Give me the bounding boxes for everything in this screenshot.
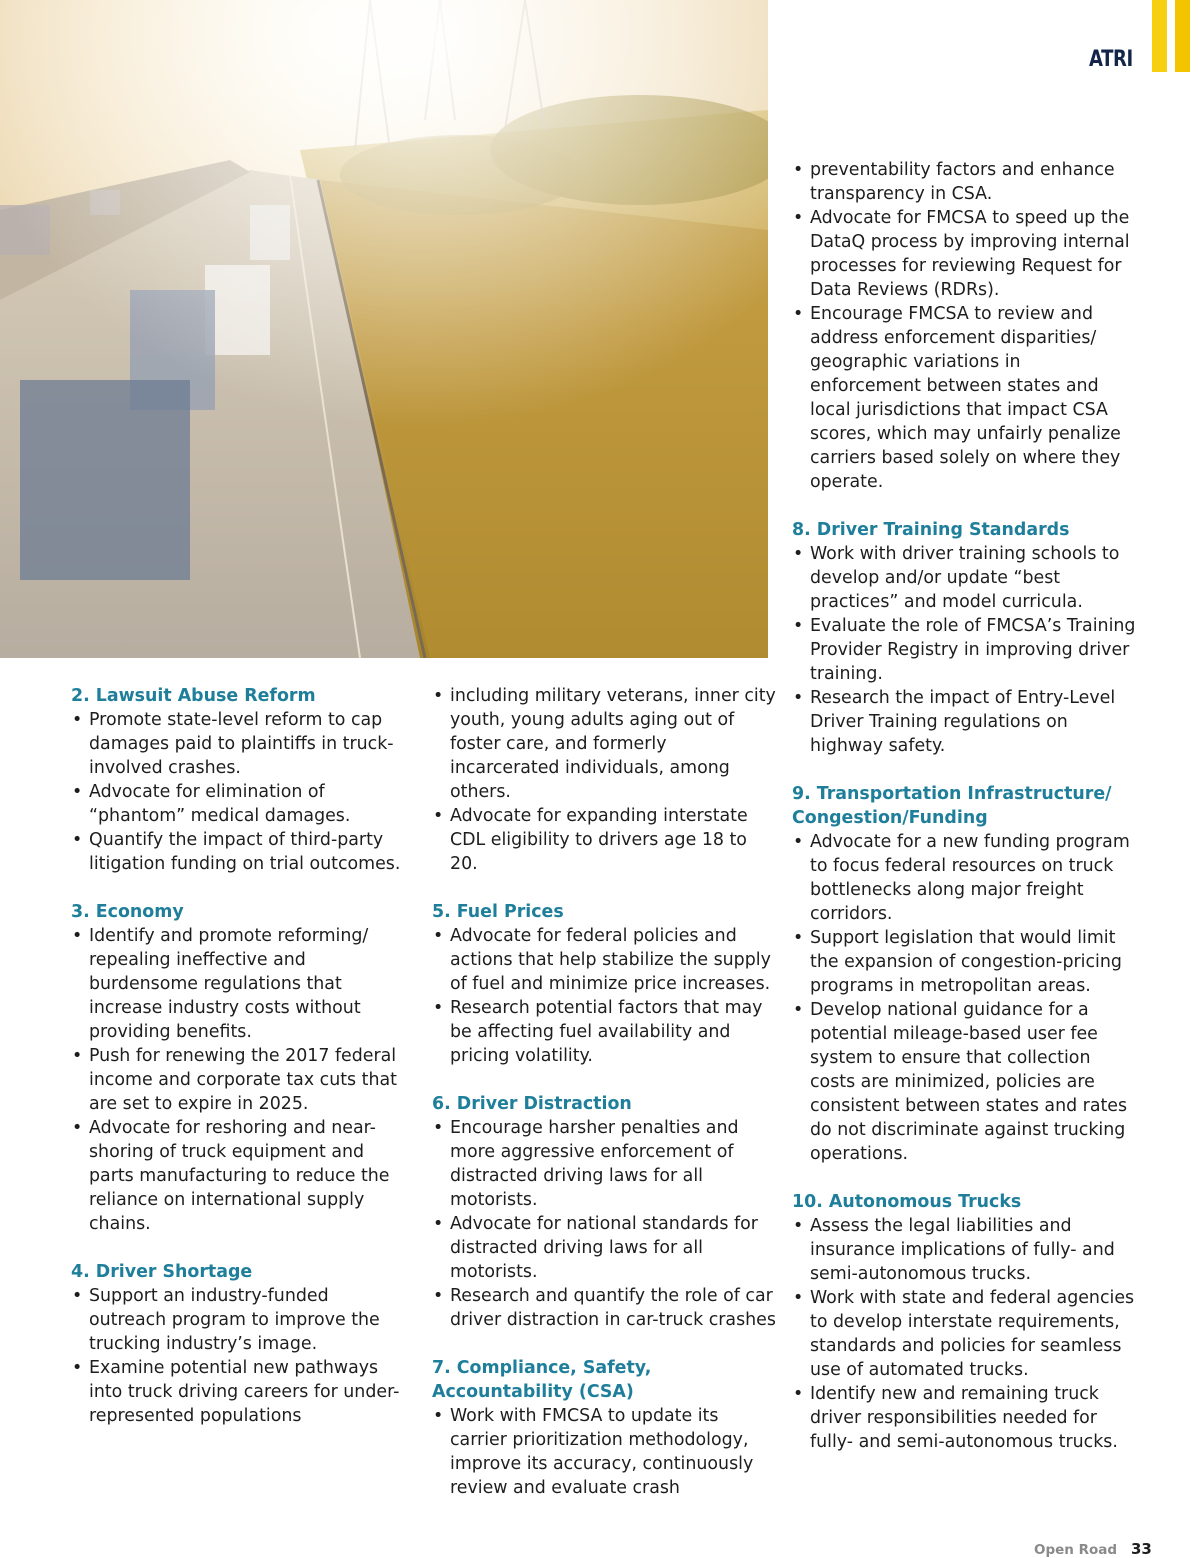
page-number: 33 (1131, 1540, 1152, 1558)
highway-photo-illustration (0, 0, 768, 658)
section-heading: 5. Fuel Prices (432, 902, 564, 922)
section-economy (71, 900, 411, 1236)
bullet-item: • Encourage harsher penalties and more aggressive enforcement of distracted driving laws for all motorists. (432, 1116, 777, 1212)
bullet-item: • Identify new and remaining truck driver responsibilities needed for fully- and semi-autonomous trucks. (792, 1382, 1137, 1454)
bullet-item: • Advocate for a new funding program to focus federal resources on truck bottlenecks along major freight corridors. (792, 830, 1137, 926)
bullet-continuation: • preventability factors and enhance transparency in CSA. (792, 158, 1137, 206)
section-heading: 7. Compliance, Safety, Accountability (CSA) (432, 1358, 652, 1402)
atri-logo: ATRI (1089, 47, 1133, 72)
bullet-item: • Promote state-level reform to cap damages paid to plaintiffs in truck-involved crashes. (71, 708, 411, 780)
bullet-item: • Advocate for federal policies and actions that help stabilize the supply of fuel and minimize price increases. (432, 924, 777, 996)
bullet-item: • Support legislation that would limit the expansion of congestion-pricing programs in metropolitan areas. (792, 926, 1137, 998)
section-heading: 9. Transportation Infrastructure/ Congestion/Funding (792, 784, 1112, 828)
section-heading: 3. Economy (71, 902, 184, 922)
bullet-item: • Work with FMCSA to update its carrier prioritization methodology, improve its accuracy, continuously review and evaluate crash (432, 1404, 777, 1500)
section-csa (432, 1356, 777, 1500)
bullet-item: • Push for renewing the 2017 federal income and corporate tax cuts that are set to expire in 2025. (71, 1044, 411, 1116)
bullet-item: • Evaluate the role of FMCSA’s Training Provider Registry in improving driver training. (792, 614, 1137, 686)
bullet-item: • Examine potential new pathways into truck driving careers for under-represented populations (71, 1356, 411, 1428)
section-heading: 4. Driver Shortage (71, 1262, 253, 1282)
section-csa-continued (792, 158, 1137, 494)
bullet-item: • Advocate for reshoring and near-shoring of truck equipment and parts manufacturing to reduce the reliance on international supply chains. (71, 1116, 411, 1236)
bullet-item: • Assess the legal liabilities and insurance implications of fully- and semi-autonomous trucks. (792, 1214, 1137, 1286)
bullet-item: • Identify and promote reforming/ repealing ineffective and burdensome regulations that increase industry costs without providing benefits. (71, 924, 411, 1044)
section-driver-training-standards (792, 518, 1137, 758)
section-heading: 8. Driver Training Standards (792, 520, 1070, 540)
bullet-item: • Develop national guidance for a potential mileage-based user fee system to ensure that collection costs are minimized, policies are consistent between states and rates do not discriminate against trucking operations. (792, 998, 1137, 1166)
section-driver-shortage-continued (432, 684, 777, 876)
bullet-item: • Work with state and federal agencies to develop interstate requirements, standards and policies for seamless use of automated trucks. (792, 1286, 1137, 1382)
section-fuel-prices (432, 900, 777, 1068)
section-transportation-infrastructure (792, 782, 1137, 1166)
column-2 (432, 684, 777, 1500)
section-lawsuit-abuse-reform (71, 684, 411, 876)
section-heading: 6. Driver Distraction (432, 1094, 632, 1114)
column-1 (71, 684, 411, 1428)
bullet-item: • Work with driver training schools to develop and/or update “best practices” and model curricula. (792, 542, 1137, 614)
bullet-item: • Research potential factors that may be affecting fuel availability and pricing volatility. (432, 996, 777, 1068)
publication-name: Open Road (1034, 1542, 1118, 1558)
bullet-item: • Encourage FMCSA to review and address enforcement disparities/ geographic variations in enforcement between states and local jurisdictions that impact CSA scores, which may unfairly penalize carriers based solely on where they operate. (792, 302, 1137, 494)
bullet-item: • Research and quantify the role of car driver distraction in car-truck crashes (432, 1284, 777, 1332)
bullet-item: • Research the impact of Entry-Level Driver Training regulations on highway safety. (792, 686, 1137, 758)
brand-accent-bars (1152, 0, 1190, 72)
column-3 (792, 158, 1137, 1454)
bullet-item: • Quantify the impact of third-party litigation funding on trial outcomes. (71, 828, 411, 876)
bullet-continuation: • including military veterans, inner city youth, young adults aging out of foster care, and formerly incarcerated individuals, among others. (432, 684, 777, 804)
section-driver-shortage (71, 1260, 411, 1428)
bullet-item: • Advocate for expanding interstate CDL eligibility to drivers age 18 to 20. (432, 804, 777, 876)
bullet-item: • Advocate for FMCSA to speed up the DataQ process by improving internal processes for reviewing Request for Data Reviews (RDRs). (792, 206, 1137, 302)
bullet-item: • Advocate for elimination of “phantom” medical damages. (71, 780, 411, 828)
section-heading: 10. Autonomous Trucks (792, 1192, 1022, 1212)
section-driver-distraction (432, 1092, 777, 1332)
bullet-item: • Support an industry-funded outreach program to improve the trucking industry’s image. (71, 1284, 411, 1356)
section-heading: 2. Lawsuit Abuse Reform (71, 686, 316, 706)
header-photo (0, 0, 768, 658)
section-autonomous-trucks (792, 1190, 1137, 1454)
bullet-item: • Advocate for national standards for distracted driving laws for all motorists. (432, 1212, 777, 1284)
